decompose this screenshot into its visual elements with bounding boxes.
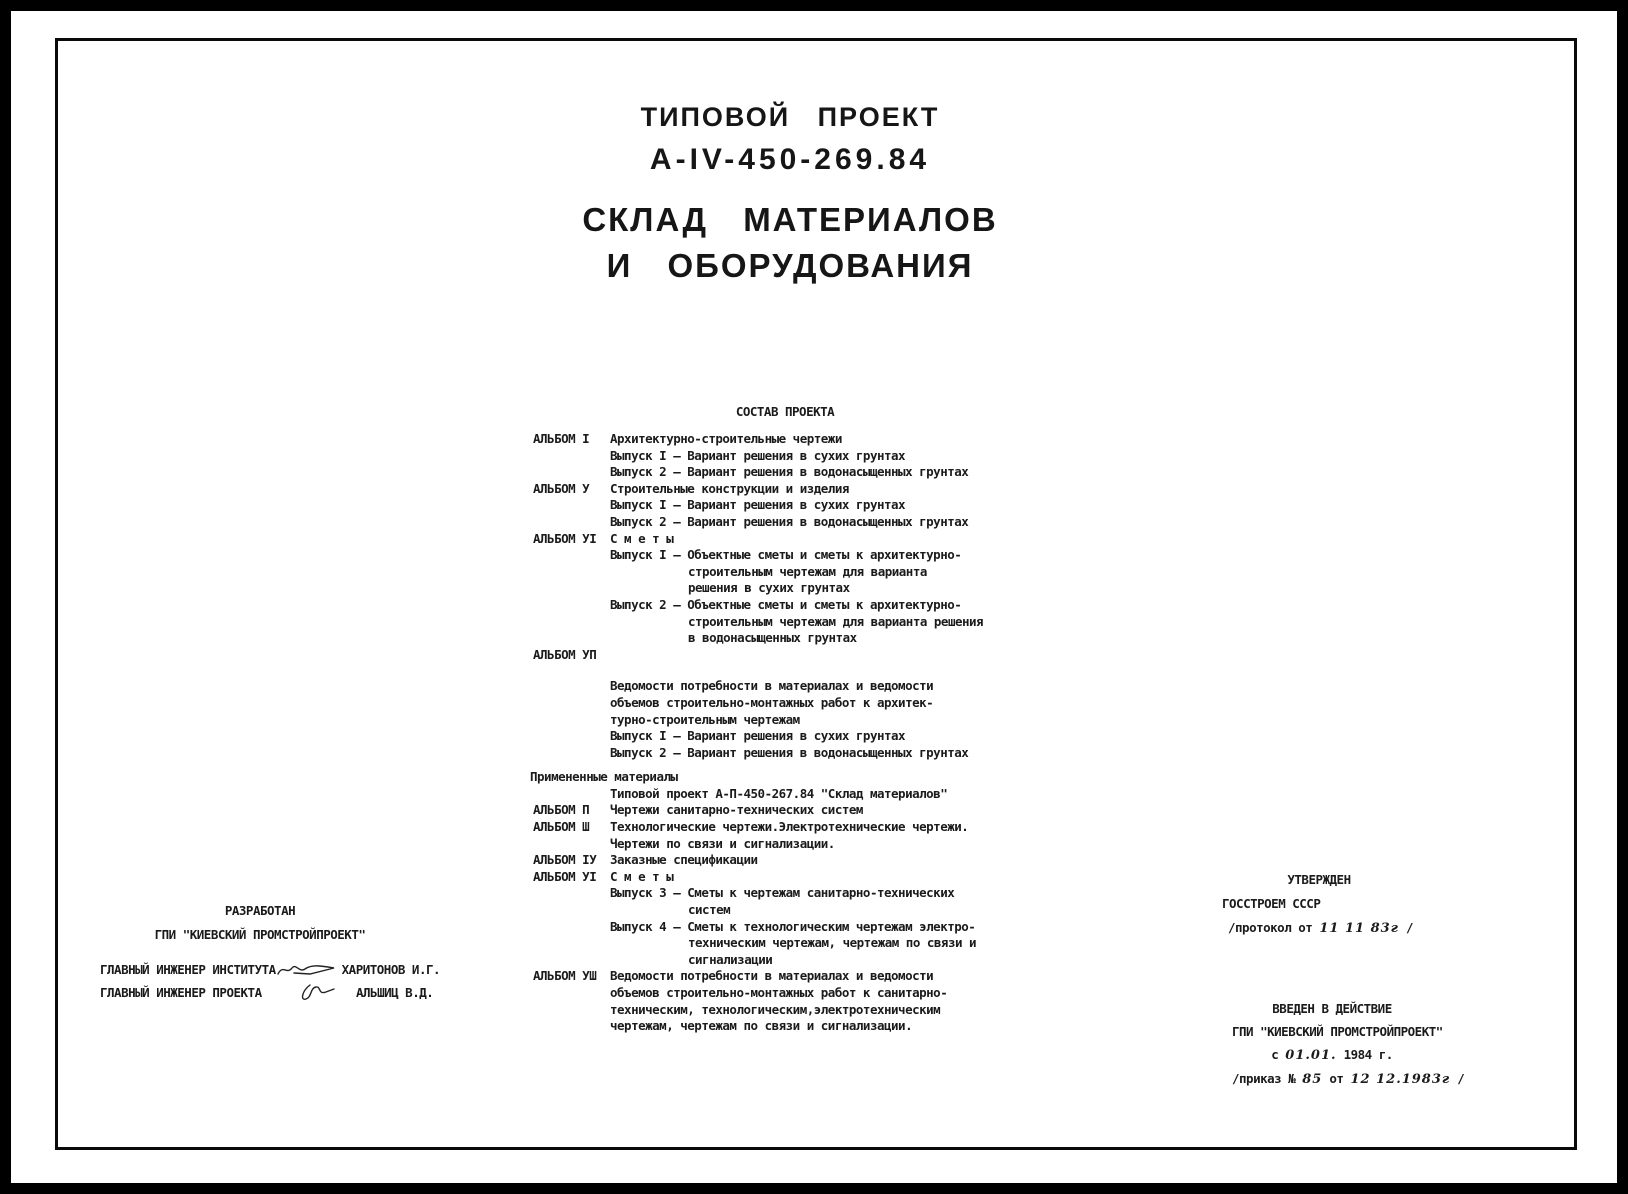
signature-row-institute [80, 958, 440, 981]
composition-text: Выпуск 4 – Сметы к технологическим чертежам электро- [610, 918, 976, 934]
enacted-block [1232, 1001, 1465, 1095]
composition-row [530, 630, 1020, 647]
composition-row [530, 514, 1020, 531]
project-name-line1: СКЛАД МАТЕРИАЛОВ [582, 201, 998, 238]
composition-row [530, 869, 1020, 886]
album-label: АЛЬБОМ УШ [533, 968, 597, 984]
signature-row-project [80, 981, 440, 1004]
signature-icon [276, 960, 338, 980]
protocol-suffix: / [1406, 920, 1414, 935]
composition-text: Выпуск I – Объектные сметы и сметы к архитектурно- [610, 547, 962, 563]
signer-name: ХАРИТОНОВ И.Г. [341, 962, 441, 977]
composition-row [530, 712, 1020, 729]
project-code: А-IV-450-269.84 [649, 143, 931, 176]
composition-text: в водонасыщенных грунтах [688, 630, 857, 646]
composition-row [530, 745, 1020, 762]
composition-row [530, 885, 1020, 902]
composition-row [530, 464, 1020, 481]
composition-row [530, 1002, 1020, 1019]
approved-heading: УТВЕРЖДЕН [1287, 872, 1351, 887]
project-kind: ТИПОВОЙ ПРОЕКТ [640, 102, 940, 132]
album-label: АЛЬБОМ Ш [533, 819, 590, 835]
composition-text: Чертежи санитарно-технических систем [610, 802, 863, 818]
approved-org: ГОССТРОЕМ СССР [1222, 896, 1321, 911]
developed-block [80, 903, 440, 1004]
composition-text: С м е т ы [610, 868, 674, 884]
album-label: АЛЬБОМ I [533, 431, 590, 446]
signer-role: ГЛАВНЫЙ ИНЖЕНЕР ПРОЕКТА [100, 985, 262, 1000]
composition-row [530, 1018, 1020, 1035]
composition-text: строительным чертежам для варианта [688, 563, 927, 579]
composition-text: сигнализации [688, 951, 773, 967]
composition-text: Строительные конструкции и изделия [610, 480, 849, 496]
composition-text: Примененные материалы [530, 769, 678, 785]
composition-row [530, 919, 1020, 936]
composition-text: Выпуск 2 – Вариант решения в водонасыщенных грунтах [610, 464, 969, 480]
album-label: АЛЬБОМ П [533, 802, 590, 818]
composition-text: объемов строительно-монтажных работ к санитарно- [610, 985, 948, 1000]
composition-row [530, 497, 1020, 514]
signature-icon [290, 983, 352, 1003]
composition-text: решения в сухих грунтах [688, 580, 850, 596]
composition-text: Типовой проект А-П-450-267.84 "Склад материалов" [610, 785, 948, 801]
composition-text: Выпуск 2 – Вариант решения в водонасыщенных грунтах [610, 744, 969, 760]
date-suffix: 1984 г. [1343, 1047, 1393, 1062]
enacted-heading: ВВЕДЕН В ДЕЙСТВИЕ [1272, 1001, 1392, 1016]
composition-text: Чертежи по связи и сигнализации. [610, 835, 835, 851]
album-label: АЛЬБОМ УI [533, 530, 597, 546]
composition-rows [530, 431, 1020, 1035]
composition-row [530, 431, 1020, 448]
composition-text: объемов строительно-монтажных работ к архитек- [610, 694, 934, 710]
composition-text: Выпуск 2 – Вариант решения в водонасыщенных грунтах [610, 513, 969, 529]
composition-text: Выпуск I – Вариант решения в сухих грунтах [610, 497, 906, 513]
composition-text: техническим чертежам, чертежам по связи и [688, 935, 977, 951]
composition-text: техническим, технологическим,электротехническим [610, 1001, 941, 1017]
composition-row [530, 580, 1020, 597]
signer-name: АЛЬШИЦ В.Д. [356, 985, 434, 1000]
composition-text: Ведомости потребности в материалах и ведомости [610, 968, 934, 984]
composition-row [530, 852, 1020, 869]
enacted-order [1232, 1071, 1465, 1087]
composition-text: Архитектурно-строительные чертежи [610, 431, 842, 446]
developed-org: ГПИ "КИЕВСКИЙ ПРОМСТРОЙПРОЕКТ" [154, 927, 366, 942]
date-handwritten: 01.01. [1285, 1048, 1337, 1063]
approved-protocol [1222, 920, 1414, 936]
order-prefix: /приказ № [1232, 1071, 1296, 1086]
composition-row [530, 952, 1020, 969]
composition-row [530, 597, 1020, 614]
composition-row [530, 836, 1020, 853]
composition-row [530, 819, 1020, 836]
composition-text: Выпуск I – Вариант решения в сухих грунтах [610, 447, 906, 463]
signer-role: ГЛАВНЫЙ ИНЖЕНЕР ИНСТИТУТА [100, 962, 276, 977]
order-number-handwritten: 85 [1302, 1072, 1323, 1087]
title-block [555, 102, 1025, 284]
composition-row [530, 935, 1020, 952]
composition-row [530, 547, 1020, 564]
composition-text: турно-строительным чертежам [610, 711, 800, 727]
protocol-date-handwritten: 11 11 83г [1319, 921, 1399, 936]
date-prefix: с [1271, 1047, 1279, 1062]
enacted-date [1232, 1047, 1432, 1063]
composition-text: чертежам, чертежам по связи и сигнализации. [610, 1018, 913, 1034]
album-label: АЛЬБОМ У [533, 480, 590, 496]
composition-text: Заказные спецификации [610, 852, 758, 868]
composition-row [530, 902, 1020, 919]
composition-heading: СОСТАВ ПРОЕКТА [735, 404, 835, 419]
order-from: от [1329, 1071, 1344, 1086]
composition-row [530, 985, 1020, 1002]
composition-text: строительным чертежам для варианта решения [688, 613, 984, 629]
composition-text: Технологические чертежи.Электротехнические чертежи. [610, 819, 969, 835]
approved-block [1222, 872, 1414, 936]
enacted-org: ГПИ "КИЕВСКИЙ ПРОМСТРОЙПРОЕКТ" [1232, 1024, 1443, 1039]
composition-row [530, 448, 1020, 465]
composition-row [530, 531, 1020, 548]
composition-row [530, 695, 1020, 712]
protocol-prefix: /протокол от [1228, 920, 1313, 935]
composition-row [530, 564, 1020, 581]
composition-row [530, 802, 1020, 819]
album-label: АЛЬБОМ УП [533, 646, 597, 662]
composition-text: Выпуск 3 – Сметы к чертежам санитарно-технических [610, 885, 955, 901]
order-suffix: / [1457, 1071, 1465, 1086]
composition-text: С м е т ы [610, 530, 674, 546]
composition-row [530, 647, 1020, 664]
composition-text: Выпуск I – Вариант решения в сухих грунтах [610, 728, 906, 744]
composition-row [530, 769, 1020, 786]
composition-row [530, 786, 1020, 803]
order-date-handwritten: 12 12.1983г [1350, 1072, 1451, 1087]
developed-heading: РАЗРАБОТАН [224, 903, 296, 918]
composition-row [530, 678, 1020, 695]
composition-text: Выпуск 2 – Объектные сметы и сметы к архитектурно- [610, 596, 962, 612]
album-label: АЛЬБОМ УI [533, 868, 597, 884]
project-name-line2: И ОБОРУДОВАНИЯ [606, 247, 974, 284]
composition-row [530, 614, 1020, 631]
composition-text: Ведомости потребности в материалах и ведомости [610, 678, 934, 694]
album-label: АЛЬБОМ IУ [533, 852, 597, 868]
project-composition [530, 404, 1020, 1035]
composition-row [530, 481, 1020, 498]
composition-text: систем [688, 902, 731, 918]
composition-row [530, 968, 1020, 985]
composition-row [530, 728, 1020, 745]
